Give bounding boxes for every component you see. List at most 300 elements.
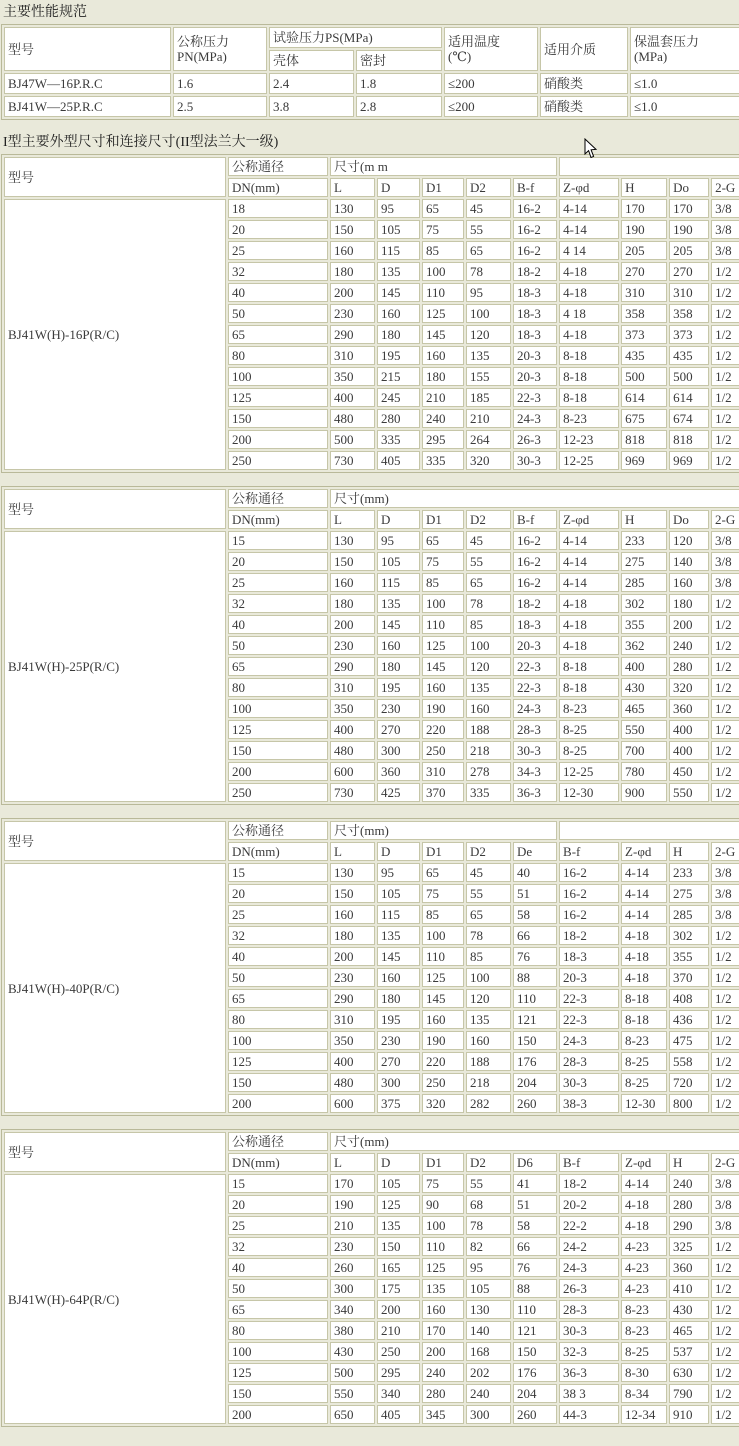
- mouse-cursor-icon: [584, 138, 598, 159]
- data-cell: 150: [330, 220, 375, 239]
- data-cell: 36-3: [513, 783, 557, 802]
- data-cell: 204: [513, 1384, 557, 1403]
- data-cell: 4-18: [621, 926, 667, 945]
- data-cell: 278: [466, 762, 511, 781]
- column-header: B-f: [559, 1153, 619, 1172]
- data-cell: 130: [330, 199, 375, 218]
- data-cell: 3/8: [711, 241, 739, 260]
- dn-column-header: 公称通径: [228, 821, 328, 840]
- column-header: Z-φd: [559, 178, 619, 197]
- header-row: [4, 1132, 739, 1151]
- data-cell: 4-18: [559, 636, 619, 655]
- data-cell: 435: [621, 346, 667, 365]
- data-cell: 230: [330, 304, 375, 323]
- data-cell: 16-2: [513, 220, 557, 239]
- data-cell: 500: [621, 367, 667, 386]
- data-cell: 1/2: [711, 1405, 739, 1424]
- data-cell: 370: [422, 783, 464, 802]
- data-cell: 1/2: [711, 678, 739, 697]
- data-cell: 20: [228, 1195, 328, 1214]
- data-cell: 1/2: [711, 1321, 739, 1340]
- data-cell: 674: [669, 409, 709, 428]
- data-cell: 85: [422, 573, 464, 592]
- data-cell: 76: [513, 947, 557, 966]
- data-cell: 125: [377, 1195, 420, 1214]
- data-cell: 405: [377, 451, 420, 470]
- data-cell: 275: [669, 884, 709, 903]
- data-cell: 188: [466, 720, 511, 739]
- data-cell: 430: [330, 1342, 375, 1361]
- data-cell: 4-14: [621, 1174, 667, 1193]
- data-cell: 16-2: [513, 573, 557, 592]
- data-cell: 78: [466, 262, 511, 281]
- data-cell: 76: [513, 1258, 557, 1277]
- data-cell: 4 18: [559, 304, 619, 323]
- data-cell: 150: [228, 1384, 328, 1403]
- data-cell: 3/8: [711, 1174, 739, 1193]
- data-cell: 135: [377, 262, 420, 281]
- column-header: L: [330, 510, 375, 529]
- data-cell: 2.4: [269, 73, 354, 94]
- data-cell: 450: [669, 762, 709, 781]
- data-cell: 8-25: [621, 1052, 667, 1071]
- data-cell: 380: [330, 1321, 375, 1340]
- data-cell: 205: [621, 241, 667, 260]
- data-cell: 176: [513, 1363, 557, 1382]
- data-cell: 135: [422, 1279, 464, 1298]
- column-header: L: [330, 842, 375, 861]
- data-cell: 230: [377, 1031, 420, 1050]
- column-header: 2-G: [711, 510, 739, 529]
- data-cell: 75: [422, 552, 464, 571]
- data-cell: 168: [466, 1342, 511, 1361]
- data-cell: 165: [377, 1258, 420, 1277]
- data-cell: 325: [669, 1237, 709, 1256]
- data-cell: 160: [330, 573, 375, 592]
- data-cell: 355: [669, 947, 709, 966]
- data-cell: 145: [377, 947, 420, 966]
- data-cell: 350: [330, 367, 375, 386]
- dn-unit-header: DN(mm): [228, 842, 328, 861]
- data-cell: 8-18: [559, 657, 619, 676]
- data-cell: 200: [228, 1094, 328, 1113]
- data-cell: 125: [422, 636, 464, 655]
- data-cell: 65: [422, 531, 464, 550]
- data-cell: 190: [621, 220, 667, 239]
- data-cell: 18-3: [513, 283, 557, 302]
- data-cell: 12-23: [559, 430, 619, 449]
- data-cell: 218: [466, 1073, 511, 1092]
- data-cell: 115: [377, 573, 420, 592]
- data-cell: 500: [669, 367, 709, 386]
- data-cell: 8-18: [559, 346, 619, 365]
- size-group-header: 尺寸(mm): [330, 821, 557, 840]
- column-header: D1: [422, 510, 464, 529]
- size-group-header: 尺寸(mm): [330, 1132, 739, 1151]
- data-cell: 375: [377, 1094, 420, 1113]
- data-cell: 200: [377, 1300, 420, 1319]
- data-cell: 170: [621, 199, 667, 218]
- pn-column-header: [173, 27, 267, 71]
- data-cell: 12-34: [621, 1405, 667, 1424]
- data-cell: 36-3: [559, 1363, 619, 1382]
- data-cell: 22-3: [513, 657, 557, 676]
- performance-section-title: 主要性能规范: [3, 5, 87, 20]
- data-cell: 290: [330, 989, 375, 1008]
- data-cell: 4-14: [621, 905, 667, 924]
- data-cell: 270: [377, 720, 420, 739]
- data-cell: 160: [422, 678, 464, 697]
- data-cell: 436: [669, 1010, 709, 1029]
- column-header: B-f: [513, 510, 557, 529]
- data-cell: 4-23: [621, 1237, 667, 1256]
- data-cell: 88: [513, 968, 557, 987]
- data-cell: 360: [377, 762, 420, 781]
- data-cell: 3/8: [711, 531, 739, 550]
- data-cell: 180: [330, 262, 375, 281]
- data-cell: 360: [669, 1258, 709, 1277]
- data-cell: 24-2: [559, 1237, 619, 1256]
- data-cell: 66: [513, 1237, 557, 1256]
- data-cell: 400: [330, 1052, 375, 1071]
- data-cell: 614: [621, 388, 667, 407]
- model-column-header: 型号: [4, 1132, 226, 1172]
- data-cell: 4-18: [621, 947, 667, 966]
- data-cell: 110: [422, 947, 464, 966]
- data-cell: 300: [377, 741, 420, 760]
- data-cell: 95: [466, 1258, 511, 1277]
- data-cell: 90: [422, 1195, 464, 1214]
- data-cell: 170: [330, 1174, 375, 1193]
- data-cell: 50: [228, 304, 328, 323]
- data-cell: 160: [422, 1010, 464, 1029]
- data-cell: 135: [466, 678, 511, 697]
- data-cell: 12-25: [559, 762, 619, 781]
- data-cell: 300: [466, 1405, 511, 1424]
- data-cell: 160: [330, 905, 375, 924]
- column-header: D: [377, 178, 420, 197]
- data-cell: 282: [466, 1094, 511, 1113]
- data-cell: 650: [330, 1405, 375, 1424]
- data-cell: 210: [377, 1321, 420, 1340]
- column-header: Z-φd: [559, 510, 619, 529]
- data-cell: 4-23: [621, 1279, 667, 1298]
- data-cell: 264: [466, 430, 511, 449]
- data-cell: 818: [669, 430, 709, 449]
- table-row: [4, 531, 739, 550]
- data-cell: 80: [228, 1321, 328, 1340]
- data-cell: 100: [422, 594, 464, 613]
- data-cell: 88: [513, 1279, 557, 1298]
- data-cell: 105: [377, 220, 420, 239]
- data-cell: 18-3: [513, 325, 557, 344]
- data-cell: 1/2: [711, 926, 739, 945]
- model-name-cell: BJ41W(H)-40P(R/C): [4, 863, 226, 1113]
- data-cell: 22-3: [559, 989, 619, 1008]
- data-cell: 1/2: [711, 989, 739, 1008]
- data-cell: 730: [330, 783, 375, 802]
- data-cell: 373: [621, 325, 667, 344]
- data-cell: 1/2: [711, 615, 739, 634]
- data-cell: 45: [466, 531, 511, 550]
- data-cell: 40: [228, 947, 328, 966]
- data-cell: 1.8: [356, 73, 442, 94]
- data-cell: 240: [669, 1174, 709, 1193]
- data-cell: 176: [513, 1052, 557, 1071]
- data-cell: 150: [513, 1031, 557, 1050]
- data-cell: 145: [422, 657, 464, 676]
- data-cell: 40: [513, 863, 557, 882]
- data-cell: 55: [466, 220, 511, 239]
- data-cell: 75: [422, 884, 464, 903]
- data-cell: 18-2: [513, 262, 557, 281]
- data-cell: ≤200: [444, 73, 538, 94]
- data-cell: 4 14: [559, 241, 619, 260]
- data-cell: 1.6: [173, 73, 267, 94]
- data-cell: 30-3: [513, 741, 557, 760]
- data-cell: 20: [228, 884, 328, 903]
- data-cell: 8-18: [559, 388, 619, 407]
- column-header: Do: [669, 510, 709, 529]
- data-cell: 250: [228, 451, 328, 470]
- data-cell: 3/8: [711, 573, 739, 592]
- column-header: D1: [422, 178, 464, 197]
- model-name-cell: BJ41W(H)-25P(R/C): [4, 531, 226, 802]
- data-cell: 24-3: [559, 1031, 619, 1050]
- data-cell: 145: [377, 615, 420, 634]
- data-cell: 24-3: [559, 1258, 619, 1277]
- data-cell: 230: [377, 699, 420, 718]
- jacket-label-line2: (MPa): [634, 49, 668, 64]
- data-cell: 160: [466, 699, 511, 718]
- data-cell: 3/8: [711, 905, 739, 924]
- data-cell: 18: [228, 199, 328, 218]
- data-cell: 130: [466, 1300, 511, 1319]
- data-cell: 125: [228, 1052, 328, 1071]
- jacket-pressure-column-header: [630, 27, 739, 71]
- data-cell: 125: [228, 720, 328, 739]
- data-cell: 100: [228, 367, 328, 386]
- data-cell: 25: [228, 573, 328, 592]
- data-cell: 100: [466, 304, 511, 323]
- data-cell: 900: [621, 783, 667, 802]
- data-cell: 280: [377, 409, 420, 428]
- data-cell: 160: [377, 636, 420, 655]
- data-cell: 22-2: [559, 1216, 619, 1235]
- medium-column-header: 适用介质: [540, 27, 628, 71]
- data-cell: 135: [466, 346, 511, 365]
- header-row: [4, 489, 739, 508]
- data-cell: 818: [621, 430, 667, 449]
- data-cell: 180: [422, 367, 464, 386]
- column-header: D: [377, 842, 420, 861]
- data-cell: 8-23: [559, 699, 619, 718]
- data-cell: 40: [228, 615, 328, 634]
- data-cell: 230: [330, 1237, 375, 1256]
- data-cell: 358: [669, 304, 709, 323]
- data-cell: 240: [669, 636, 709, 655]
- data-cell: 155: [466, 367, 511, 386]
- data-cell: 50: [228, 1279, 328, 1298]
- data-cell: 1/2: [711, 388, 739, 407]
- data-cell: 4-14: [621, 884, 667, 903]
- data-cell: 550: [669, 783, 709, 802]
- data-cell: 121: [513, 1321, 557, 1340]
- data-cell: 20-3: [513, 346, 557, 365]
- data-cell: 32: [228, 262, 328, 281]
- data-cell: 130: [330, 863, 375, 882]
- model-column-header: 型号: [4, 157, 226, 197]
- column-header: D1: [422, 842, 464, 861]
- data-cell: 295: [422, 430, 464, 449]
- data-cell: 1/2: [711, 1237, 739, 1256]
- data-cell: 58: [513, 1216, 557, 1235]
- data-cell: 18-3: [559, 947, 619, 966]
- data-cell: 85: [466, 615, 511, 634]
- data-cell: 65: [466, 573, 511, 592]
- dn-column-header: 公称通径: [228, 157, 328, 176]
- data-cell: 800: [669, 1094, 709, 1113]
- data-cell: 170: [669, 199, 709, 218]
- data-cell: 180: [330, 926, 375, 945]
- data-cell: 465: [669, 1321, 709, 1340]
- data-cell: 15: [228, 863, 328, 882]
- data-cell: 4-18: [621, 1216, 667, 1235]
- data-cell: 1/2: [711, 367, 739, 386]
- data-cell: 8-25: [621, 1342, 667, 1361]
- data-cell: 730: [330, 451, 375, 470]
- data-cell: 65: [466, 905, 511, 924]
- data-cell: 200: [330, 615, 375, 634]
- data-cell: 1/2: [711, 762, 739, 781]
- data-cell: 85: [422, 241, 464, 260]
- data-cell: 32-3: [559, 1342, 619, 1361]
- dimension-table: [1, 154, 739, 473]
- data-cell: 300: [330, 1279, 375, 1298]
- data-cell: 400: [621, 657, 667, 676]
- column-header: Z-φd: [621, 842, 667, 861]
- data-cell: 320: [466, 451, 511, 470]
- data-cell: 910: [669, 1405, 709, 1424]
- data-cell: 140: [669, 552, 709, 571]
- data-cell: 78: [466, 594, 511, 613]
- data-cell: 58: [513, 905, 557, 924]
- data-cell: 110: [513, 1300, 557, 1319]
- data-cell: 125: [422, 968, 464, 987]
- data-cell: 1/2: [711, 1279, 739, 1298]
- pn-label-line1: 公称压力: [177, 34, 230, 49]
- data-cell: 22-3: [559, 1010, 619, 1029]
- data-cell: 65: [228, 325, 328, 344]
- data-cell: 121: [513, 1010, 557, 1029]
- data-cell: 170: [422, 1321, 464, 1340]
- data-cell: 140: [466, 1321, 511, 1340]
- data-cell: 260: [513, 1405, 557, 1424]
- data-cell: 100: [422, 1216, 464, 1235]
- model-cell: BJ47W—16P.R.C: [4, 73, 171, 94]
- header-row: [4, 821, 739, 840]
- data-cell: 180: [377, 989, 420, 1008]
- data-cell: 16-2: [559, 884, 619, 903]
- data-cell: 150: [330, 884, 375, 903]
- data-cell: 240: [466, 1384, 511, 1403]
- data-cell: 195: [377, 678, 420, 697]
- data-cell: 40: [228, 283, 328, 302]
- data-cell: 22-3: [513, 388, 557, 407]
- data-cell: 290: [669, 1216, 709, 1235]
- data-cell: 200: [330, 283, 375, 302]
- data-cell: 210: [330, 1216, 375, 1235]
- data-cell: 180: [330, 594, 375, 613]
- data-cell: 1/2: [711, 1073, 739, 1092]
- data-cell: 24-3: [513, 699, 557, 718]
- data-cell: 18-2: [559, 926, 619, 945]
- data-cell: 245: [377, 388, 420, 407]
- data-cell: 790: [669, 1384, 709, 1403]
- data-cell: 230: [330, 636, 375, 655]
- column-header: L: [330, 178, 375, 197]
- data-cell: 20: [228, 552, 328, 571]
- data-cell: 115: [377, 905, 420, 924]
- data-cell: 40: [228, 1258, 328, 1277]
- model-cell: BJ41W—25P.R.C: [4, 96, 171, 117]
- column-header: Do: [669, 178, 709, 197]
- data-cell: 500: [330, 430, 375, 449]
- data-cell: 1/2: [711, 783, 739, 802]
- data-cell: 18-3: [513, 304, 557, 323]
- model-column-header: 型号: [4, 821, 226, 861]
- temperature-label-line2: (℃): [448, 49, 472, 64]
- data-cell: 310: [422, 762, 464, 781]
- column-header: D2: [466, 510, 511, 529]
- table-row: [4, 1174, 739, 1193]
- data-cell: 1/2: [711, 1342, 739, 1361]
- column-header: De: [513, 842, 557, 861]
- blank-header-cell: [559, 821, 739, 840]
- data-cell: 18-2: [559, 1174, 619, 1193]
- data-cell: 4-18: [559, 594, 619, 613]
- data-cell: 350: [330, 1031, 375, 1050]
- data-cell: 345: [422, 1405, 464, 1424]
- data-cell: 969: [669, 451, 709, 470]
- dimension-table: [1, 818, 739, 1116]
- data-cell: 82: [466, 1237, 511, 1256]
- data-cell: 18-2: [513, 594, 557, 613]
- data-cell: 8-34: [621, 1384, 667, 1403]
- data-cell: ≤1.0: [630, 96, 739, 117]
- data-cell: 12-30: [621, 1094, 667, 1113]
- data-cell: 310: [669, 283, 709, 302]
- column-header: D: [377, 1153, 420, 1172]
- data-cell: 2.5: [173, 96, 267, 117]
- data-cell: 65: [466, 241, 511, 260]
- column-header: 2-G: [711, 1153, 739, 1172]
- data-cell: 195: [377, 1010, 420, 1029]
- data-cell: 1/2: [711, 262, 739, 281]
- data-cell: 125: [422, 304, 464, 323]
- data-cell: 180: [377, 657, 420, 676]
- data-cell: 8-25: [559, 741, 619, 760]
- data-cell: 295: [377, 1363, 420, 1382]
- column-header: L: [330, 1153, 375, 1172]
- data-cell: 4-18: [559, 283, 619, 302]
- data-cell: 78: [466, 1216, 511, 1235]
- data-cell: 320: [669, 678, 709, 697]
- data-cell: 1/2: [711, 1052, 739, 1071]
- data-cell: 1/2: [711, 1300, 739, 1319]
- data-cell: 240: [422, 1363, 464, 1382]
- data-cell: 8-23: [621, 1031, 667, 1050]
